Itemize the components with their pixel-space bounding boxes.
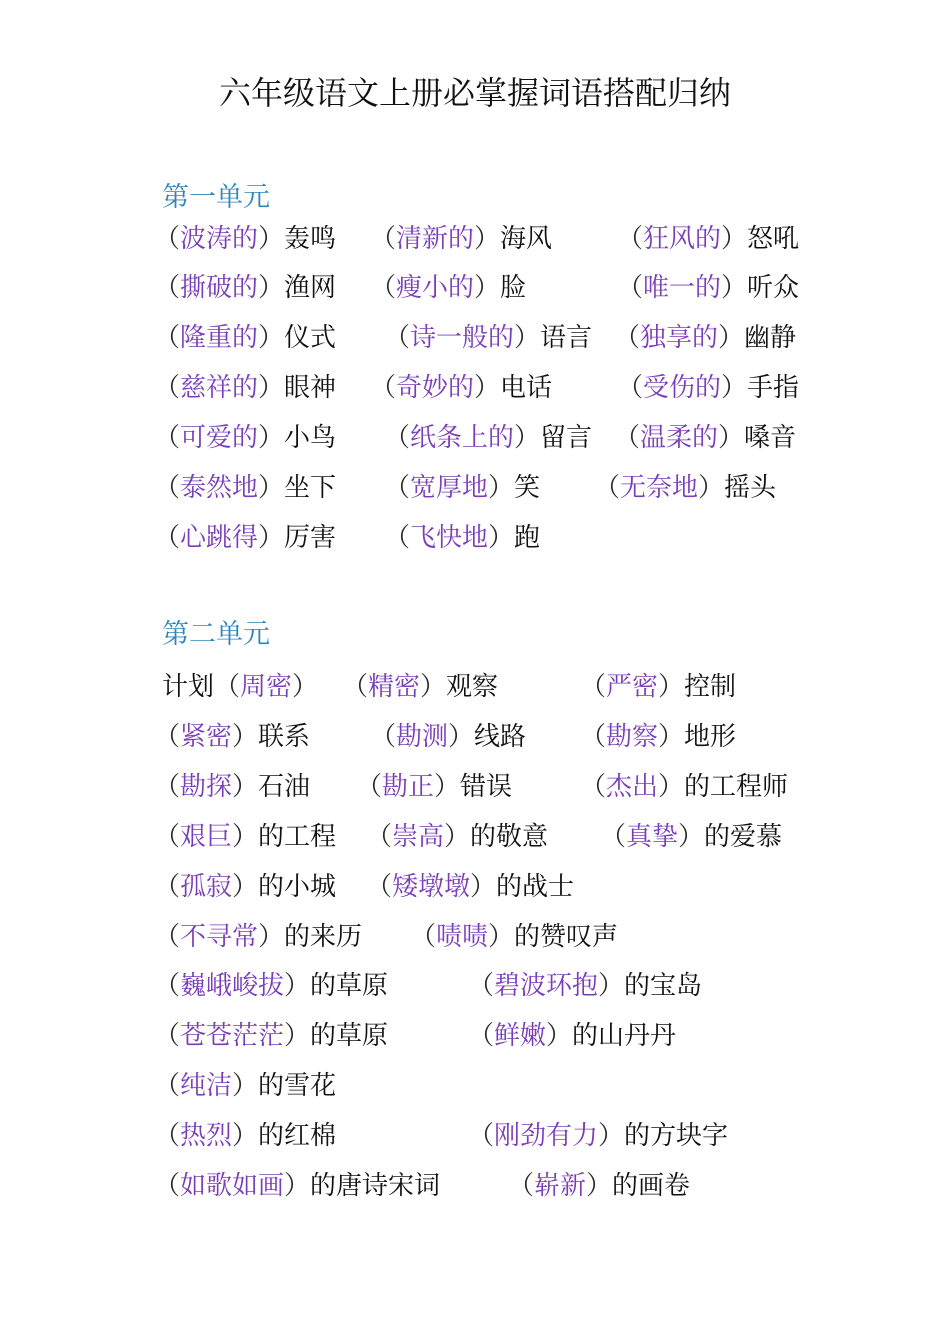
close-paren: ） — [514, 423, 541, 453]
phrase-line — [154, 318, 862, 358]
phrase-noun: 小鸟 — [284, 423, 337, 453]
phrase-noun: 电话 — [500, 373, 553, 403]
open-paren: （ — [154, 872, 181, 902]
close-paren: ） — [258, 423, 285, 453]
filled-word: 矮墩墩 — [392, 872, 471, 902]
filled-word: 艰巨 — [180, 822, 233, 852]
open-paren: （ — [154, 423, 181, 453]
phrase — [154, 867, 336, 907]
phrase — [614, 318, 796, 358]
phrase-noun: 的山丹丹 — [572, 1021, 677, 1051]
open-paren: （ — [154, 822, 181, 852]
phrase — [384, 468, 540, 508]
filled-word: 清新的 — [396, 224, 475, 254]
open-paren: （ — [154, 373, 181, 403]
filled-word: 纸条上的 — [410, 423, 515, 453]
phrase — [594, 468, 776, 508]
phrase-line — [154, 817, 862, 857]
open-paren: （ — [614, 323, 641, 353]
close-paren: ） — [232, 772, 259, 802]
filled-word: 鲜嫩 — [494, 1021, 547, 1051]
filled-word: 苍苍茫茫 — [180, 1021, 285, 1051]
phrase-noun: 线路 — [474, 722, 527, 752]
phrase — [154, 917, 362, 957]
filled-word: 勘测 — [396, 722, 449, 752]
open-paren: （ — [154, 273, 181, 303]
phrase-noun: 轰鸣 — [284, 224, 337, 254]
open-paren: （ — [508, 1171, 535, 1201]
open-paren: （ — [154, 473, 181, 503]
phrase-line — [154, 717, 862, 757]
close-paren: ） — [444, 822, 471, 852]
open-paren: （ — [154, 523, 181, 553]
close-paren: ） — [232, 822, 259, 852]
close-paren: ） — [420, 672, 447, 702]
filled-word: 诗一般的 — [410, 323, 515, 353]
filled-word: 真挚 — [626, 822, 679, 852]
phrase — [508, 1166, 690, 1206]
filled-word: 勘探 — [180, 772, 233, 802]
open-paren: （ — [370, 224, 397, 254]
phrase — [154, 318, 336, 358]
phrase — [154, 966, 388, 1006]
open-paren: （ — [154, 1071, 181, 1101]
phrase — [370, 717, 526, 757]
filled-word: 纯洁 — [180, 1071, 233, 1101]
close-paren: ） — [474, 273, 501, 303]
close-paren: ） — [598, 1121, 625, 1151]
filled-word: 泰然地 — [180, 473, 259, 503]
phrase — [154, 1016, 388, 1056]
phrase-noun: 听众 — [747, 273, 800, 303]
phrase-noun: 的画卷 — [612, 1171, 691, 1201]
close-paren: ） — [721, 273, 748, 303]
phrase — [384, 318, 592, 358]
phrase — [154, 1166, 440, 1206]
phrase-noun: 的草原 — [310, 971, 389, 1001]
close-paren: ） — [284, 971, 311, 1001]
phrase — [617, 268, 799, 308]
phrase-noun: 留言 — [540, 423, 593, 453]
open-paren: （ — [580, 722, 607, 752]
phrase — [154, 1116, 336, 1156]
phrase-noun: 嗓音 — [744, 423, 797, 453]
phrase-noun: 的赞叹声 — [514, 922, 619, 952]
close-paren: ） — [470, 872, 497, 902]
open-paren: （ — [370, 722, 397, 752]
phrase — [342, 667, 498, 707]
phrase — [384, 518, 540, 558]
filled-word: 心跳得 — [180, 523, 259, 553]
filled-word: 刚劲有力 — [494, 1121, 599, 1151]
phrase — [154, 418, 336, 458]
open-paren: （ — [214, 672, 241, 702]
phrase-line — [154, 1066, 862, 1106]
close-paren: ） — [284, 1021, 311, 1051]
filled-word: 独享的 — [640, 323, 719, 353]
filled-word: 精密 — [368, 672, 421, 702]
filled-word: 热烈 — [180, 1121, 233, 1151]
filled-word: 瘦小的 — [396, 273, 475, 303]
filled-word: 宽厚地 — [410, 473, 489, 503]
open-paren: （ — [617, 373, 644, 403]
close-paren: ） — [514, 323, 541, 353]
phrase — [370, 268, 526, 308]
phrase-noun: 联系 — [258, 722, 311, 752]
close-paren: ） — [658, 672, 685, 702]
filled-word: 如歌如画 — [180, 1171, 285, 1201]
phrase-line — [154, 1166, 862, 1206]
phrase — [468, 1116, 728, 1156]
filled-word: 碧波环抱 — [494, 971, 599, 1001]
close-paren: ） — [474, 373, 501, 403]
close-paren: ） — [284, 1171, 311, 1201]
open-paren: （ — [580, 672, 607, 702]
filled-word: 崭新 — [534, 1171, 587, 1201]
phrase — [580, 717, 736, 757]
open-paren: （ — [614, 423, 641, 453]
close-paren: ） — [448, 722, 475, 752]
phrase — [154, 468, 336, 508]
phrase-line — [154, 1116, 862, 1156]
phrase — [468, 966, 702, 1006]
phrase-noun: 脸 — [500, 273, 527, 303]
open-paren: （ — [366, 822, 393, 852]
filled-word: 巍峨峻拔 — [180, 971, 285, 1001]
open-paren: （ — [154, 323, 181, 353]
phrase-noun: 摇头 — [724, 473, 777, 503]
phrase-line — [154, 867, 862, 907]
phrase — [162, 667, 318, 707]
phrase-noun: 眼神 — [284, 373, 337, 403]
phrase — [410, 917, 618, 957]
close-paren: ） — [658, 722, 685, 752]
phrase — [154, 1066, 336, 1106]
close-paren: ） — [258, 922, 285, 952]
phrase — [580, 767, 788, 807]
close-paren: ） — [258, 323, 285, 353]
phrase — [580, 667, 736, 707]
phrase-noun: 的爱慕 — [704, 822, 783, 852]
phrase-line — [154, 368, 862, 408]
open-paren: （ — [154, 971, 181, 1001]
close-paren: ） — [488, 922, 515, 952]
close-paren: ） — [698, 473, 725, 503]
phrase-noun: 的红棉 — [258, 1121, 337, 1151]
open-paren: （ — [154, 1021, 181, 1051]
phrase-line — [154, 518, 862, 558]
close-paren: ） — [718, 423, 745, 453]
phrase — [154, 368, 336, 408]
close-paren: ） — [718, 323, 745, 353]
open-paren: （ — [370, 373, 397, 403]
close-paren: ） — [434, 772, 461, 802]
filled-word: 狂风的 — [643, 224, 722, 254]
phrase-noun: 的小城 — [258, 872, 337, 902]
close-paren: ） — [488, 473, 515, 503]
phrase — [600, 817, 782, 857]
filled-word: 受伤的 — [643, 373, 722, 403]
phrase-noun: 手指 — [747, 373, 800, 403]
open-paren: （ — [468, 1121, 495, 1151]
phrase — [154, 518, 336, 558]
phrase-noun: 错误 — [460, 772, 513, 802]
phrase — [154, 268, 336, 308]
filled-word: 奇妙的 — [396, 373, 475, 403]
close-paren: ） — [258, 273, 285, 303]
close-paren: ） — [474, 224, 501, 254]
filled-word: 温柔的 — [640, 423, 719, 453]
phrase — [384, 418, 592, 458]
phrase-noun: 语言 — [540, 323, 593, 353]
close-paren: ） — [232, 872, 259, 902]
phrase-noun: 的宝岛 — [624, 971, 703, 1001]
phrase-noun: 仪式 — [284, 323, 337, 353]
phrase — [617, 219, 799, 259]
open-paren: （ — [154, 1121, 181, 1151]
phrase-line — [154, 468, 862, 508]
phrase — [154, 219, 336, 259]
open-paren: （ — [366, 872, 393, 902]
close-paren: ） — [232, 1121, 259, 1151]
close-paren: ） — [292, 672, 319, 702]
phrase — [366, 867, 574, 907]
phrase-noun: 的唐诗宋词 — [310, 1171, 441, 1201]
open-paren: （ — [594, 473, 621, 503]
filled-word: 不寻常 — [180, 922, 259, 952]
phrase-noun: 石油 — [258, 772, 311, 802]
phrase-noun: 笑 — [514, 473, 541, 503]
close-paren: ） — [658, 772, 685, 802]
page-title: 六年级语文上册必掌握词语搭配归纳 — [218, 74, 731, 112]
filled-word: 隆重的 — [180, 323, 259, 353]
filled-word: 勘正 — [382, 772, 435, 802]
phrase-noun: 海风 — [500, 224, 553, 254]
phrase — [617, 368, 799, 408]
close-paren: ） — [678, 822, 705, 852]
filled-word: 勘察 — [606, 722, 659, 752]
phrase — [356, 767, 512, 807]
open-paren: （ — [617, 224, 644, 254]
phrase-noun: 的雪花 — [258, 1071, 337, 1101]
filled-word: 无奈地 — [620, 473, 699, 503]
phrase-noun: 的工程师 — [684, 772, 789, 802]
open-paren: （ — [384, 323, 411, 353]
phrase-noun: 坐下 — [284, 473, 337, 503]
phrase-line — [154, 1016, 862, 1056]
phrase-noun: 怒吼 — [747, 224, 800, 254]
phrase-line — [154, 219, 862, 259]
phrase-noun: 跑 — [514, 523, 541, 553]
close-paren: ） — [258, 473, 285, 503]
phrase — [154, 767, 310, 807]
open-paren: （ — [384, 523, 411, 553]
phrase — [370, 368, 552, 408]
phrase-line — [154, 418, 862, 458]
close-paren: ） — [258, 224, 285, 254]
phrase — [154, 817, 336, 857]
phrase-noun: 观察 — [446, 672, 499, 702]
phrase — [614, 418, 796, 458]
phrase-line — [154, 767, 862, 807]
phrase-noun: 的方块字 — [624, 1121, 729, 1151]
filled-word: 慈祥的 — [180, 373, 259, 403]
phrase-noun: 的敬意 — [470, 822, 549, 852]
close-paren: ） — [258, 373, 285, 403]
phrase-line — [162, 667, 862, 707]
filled-word: 波涛的 — [180, 224, 259, 254]
phrase — [366, 817, 548, 857]
filled-word: 周密 — [240, 672, 293, 702]
unit2-heading: 第二单元 — [162, 619, 270, 650]
open-paren: （ — [154, 224, 181, 254]
open-paren: （ — [600, 822, 627, 852]
filled-word: 杰出 — [606, 772, 659, 802]
open-paren: （ — [410, 922, 437, 952]
phrase — [468, 1016, 676, 1056]
phrase — [370, 219, 552, 259]
open-paren: （ — [384, 423, 411, 453]
filled-word: 唯一的 — [643, 273, 722, 303]
open-paren: （ — [342, 672, 369, 702]
phrase-noun: 控制 — [684, 672, 737, 702]
open-paren: （ — [154, 922, 181, 952]
phrase-noun: 地形 — [684, 722, 737, 752]
close-paren: ） — [232, 722, 259, 752]
filled-word: 崇高 — [392, 822, 445, 852]
phrase-noun: 渔网 — [284, 273, 337, 303]
filled-word: 可爱的 — [180, 423, 259, 453]
filled-word: 孤寂 — [180, 872, 233, 902]
phrase-line — [154, 268, 862, 308]
phrase-noun: 的来历 — [284, 922, 363, 952]
open-paren: （ — [384, 473, 411, 503]
filled-word: 严密 — [606, 672, 659, 702]
open-paren: （ — [154, 1171, 181, 1201]
close-paren: ） — [721, 224, 748, 254]
close-paren: ） — [586, 1171, 613, 1201]
close-paren: ） — [721, 373, 748, 403]
unit1-heading: 第一单元 — [162, 182, 270, 213]
close-paren: ） — [258, 523, 285, 553]
phrase-line — [154, 917, 862, 957]
filled-word: 啧啧 — [436, 922, 489, 952]
filled-word: 飞快地 — [410, 523, 489, 553]
phrase-noun: 的工程 — [258, 822, 337, 852]
filled-word: 撕破的 — [180, 273, 259, 303]
open-paren: （ — [617, 273, 644, 303]
close-paren: ） — [232, 1071, 259, 1101]
phrase-line — [154, 966, 862, 1006]
phrase-noun: 的战士 — [496, 872, 575, 902]
close-paren: ） — [598, 971, 625, 1001]
phrase-noun: 幽静 — [744, 323, 797, 353]
close-paren: ） — [546, 1021, 573, 1051]
phrase-noun: 的草原 — [310, 1021, 389, 1051]
open-paren: （ — [468, 971, 495, 1001]
phrase-lead: 计划 — [162, 672, 215, 702]
close-paren: ） — [488, 523, 515, 553]
open-paren: （ — [468, 1021, 495, 1051]
open-paren: （ — [370, 273, 397, 303]
filled-word: 紧密 — [180, 722, 233, 752]
open-paren: （ — [154, 722, 181, 752]
open-paren: （ — [580, 772, 607, 802]
open-paren: （ — [154, 772, 181, 802]
open-paren: （ — [356, 772, 383, 802]
phrase-noun: 厉害 — [284, 523, 337, 553]
phrase — [154, 717, 310, 757]
